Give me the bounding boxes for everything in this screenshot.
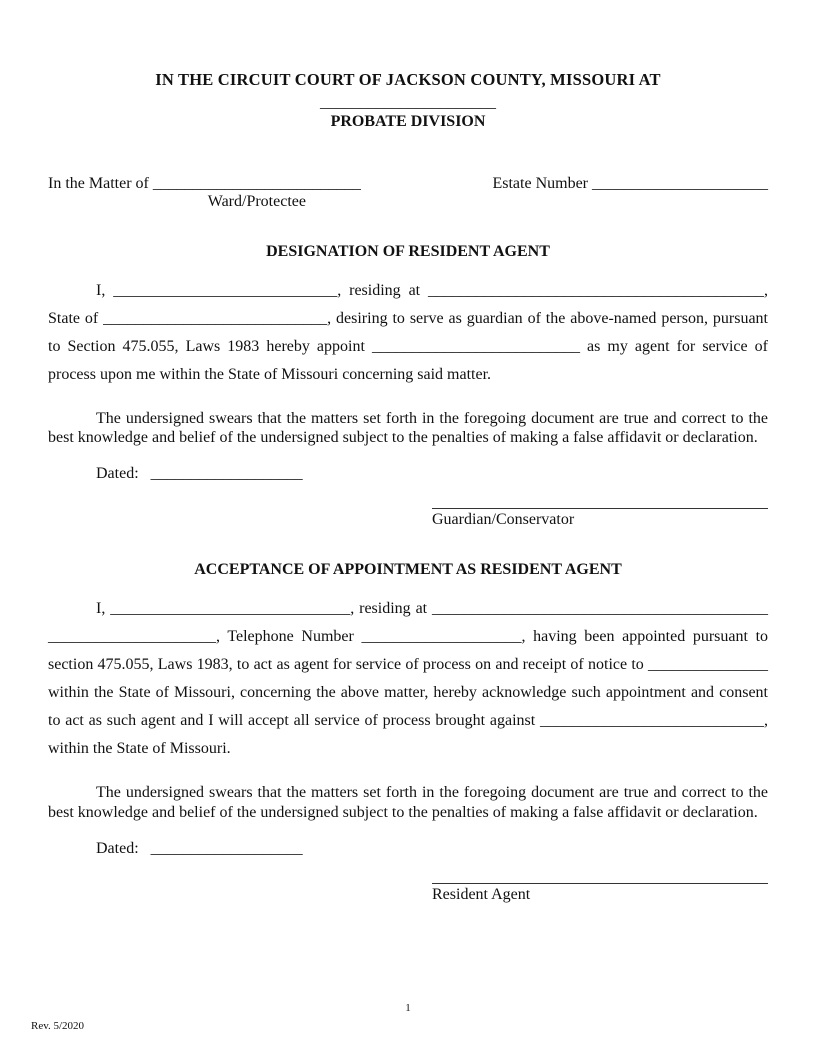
guardian-signature-label: Guardian/Conservator <box>432 511 575 529</box>
ward-protectee-label: Ward/Protectee <box>207 193 306 210</box>
guardian-state-blank[interactable]: ____________________________ <box>103 310 328 327</box>
case-caption <box>48 175 768 211</box>
dated-label: Dated: <box>96 465 143 483</box>
dated-label: Dated: <box>96 839 143 857</box>
agent-address-blank[interactable]: _______________________________________________________________ <box>48 600 769 646</box>
text-segment: , State of <box>48 282 769 327</box>
appointed-agent-blank[interactable]: __________________________ <box>371 338 580 355</box>
estate-number-blank[interactable]: ______________________ <box>592 175 768 192</box>
acceptance-date-blank[interactable]: ___________________ <box>150 839 303 857</box>
agent-phone-blank[interactable]: ____________________ <box>361 628 522 646</box>
acceptance-oath-paragraph: The undersigned swears that the matters set forth in the foregoing document are true and correct to the best knowledge and belief of the undersigned subject to the penalties of making a false affidavit or declaration. <box>48 784 768 821</box>
text-segment: , Telephone Number <box>216 628 362 646</box>
court-title: IN THE CIRCUIT COURT OF JACKSON COUNTY, MISSOURI AT <box>155 70 661 89</box>
ward-name-blank[interactable]: __________________________ <box>152 175 361 192</box>
notice-recipient-blank[interactable]: _______________ <box>648 656 768 674</box>
text-segment: as my agent for service of process upon me within the State of Missouri concerning said matter. <box>48 338 768 383</box>
court-location-blank[interactable]: ______________________ <box>320 94 496 111</box>
designation-oath-paragraph: The undersigned swears that the matters set forth in the foregoing document are true and correct to the best knowledge and belief of the undersigned subject to the penalties of making a false affidavit or declaration. <box>48 410 768 447</box>
revision-label: Rev. 5/2020 <box>31 1020 85 1032</box>
resident-agent-signature-label: Resident Agent <box>432 885 531 903</box>
acceptance-paragraph <box>48 595 768 763</box>
estate-caption <box>492 175 768 211</box>
resident-agent-signature-block <box>432 868 768 904</box>
guardian-address-blank[interactable]: __________________________________________ <box>428 282 765 299</box>
text-segment: I, <box>96 282 114 299</box>
page-number: 1 <box>405 1002 411 1014</box>
estate-number-label: Estate Number <box>492 175 592 192</box>
acceptance-dated-row <box>48 840 768 858</box>
matter-caption <box>48 175 361 211</box>
designation-dated-row <box>48 465 768 483</box>
text-segment: , residing at <box>350 600 433 618</box>
text-segment: , having been appointed pursuant to section 475.055, Laws 1983, to act as agent for service of process on and receipt of notice to <box>48 628 769 674</box>
designation-date-blank[interactable]: ___________________ <box>150 465 303 483</box>
text-segment: , residing at <box>337 282 429 299</box>
guardian-signature-block <box>432 493 768 529</box>
service-against-blank[interactable]: ____________________________ <box>540 712 764 730</box>
acceptance-section-title: ACCEPTANCE OF APPOINTMENT AS RESIDENT AGENT <box>194 561 622 579</box>
text-segment: , within the State of Missouri. <box>48 712 768 758</box>
guardian-name-blank[interactable]: ____________________________ <box>113 282 338 299</box>
agent-name-blank[interactable]: ______________________________ <box>110 600 351 618</box>
text-segment: , desiring to serve as guardian of the above-named person, pursuant to Section 475.055, Laws 1983 hereby appoint <box>48 310 768 355</box>
designation-paragraph <box>48 277 768 389</box>
text-segment: within the State of Missouri, concerning the above matter, hereby acknowledge such appointment and consent to act as such agent and I will accept all service of process brought against <box>48 684 768 730</box>
division-title: PROBATE DIVISION <box>330 113 486 130</box>
resident-agent-signature-line[interactable] <box>432 868 768 884</box>
designation-section-title: DESIGNATION OF RESIDENT AGENT <box>266 243 550 260</box>
matter-label: In the Matter of <box>48 175 153 192</box>
document-header <box>48 70 768 131</box>
guardian-signature-line[interactable] <box>432 493 768 509</box>
text-segment: I, <box>96 600 111 618</box>
